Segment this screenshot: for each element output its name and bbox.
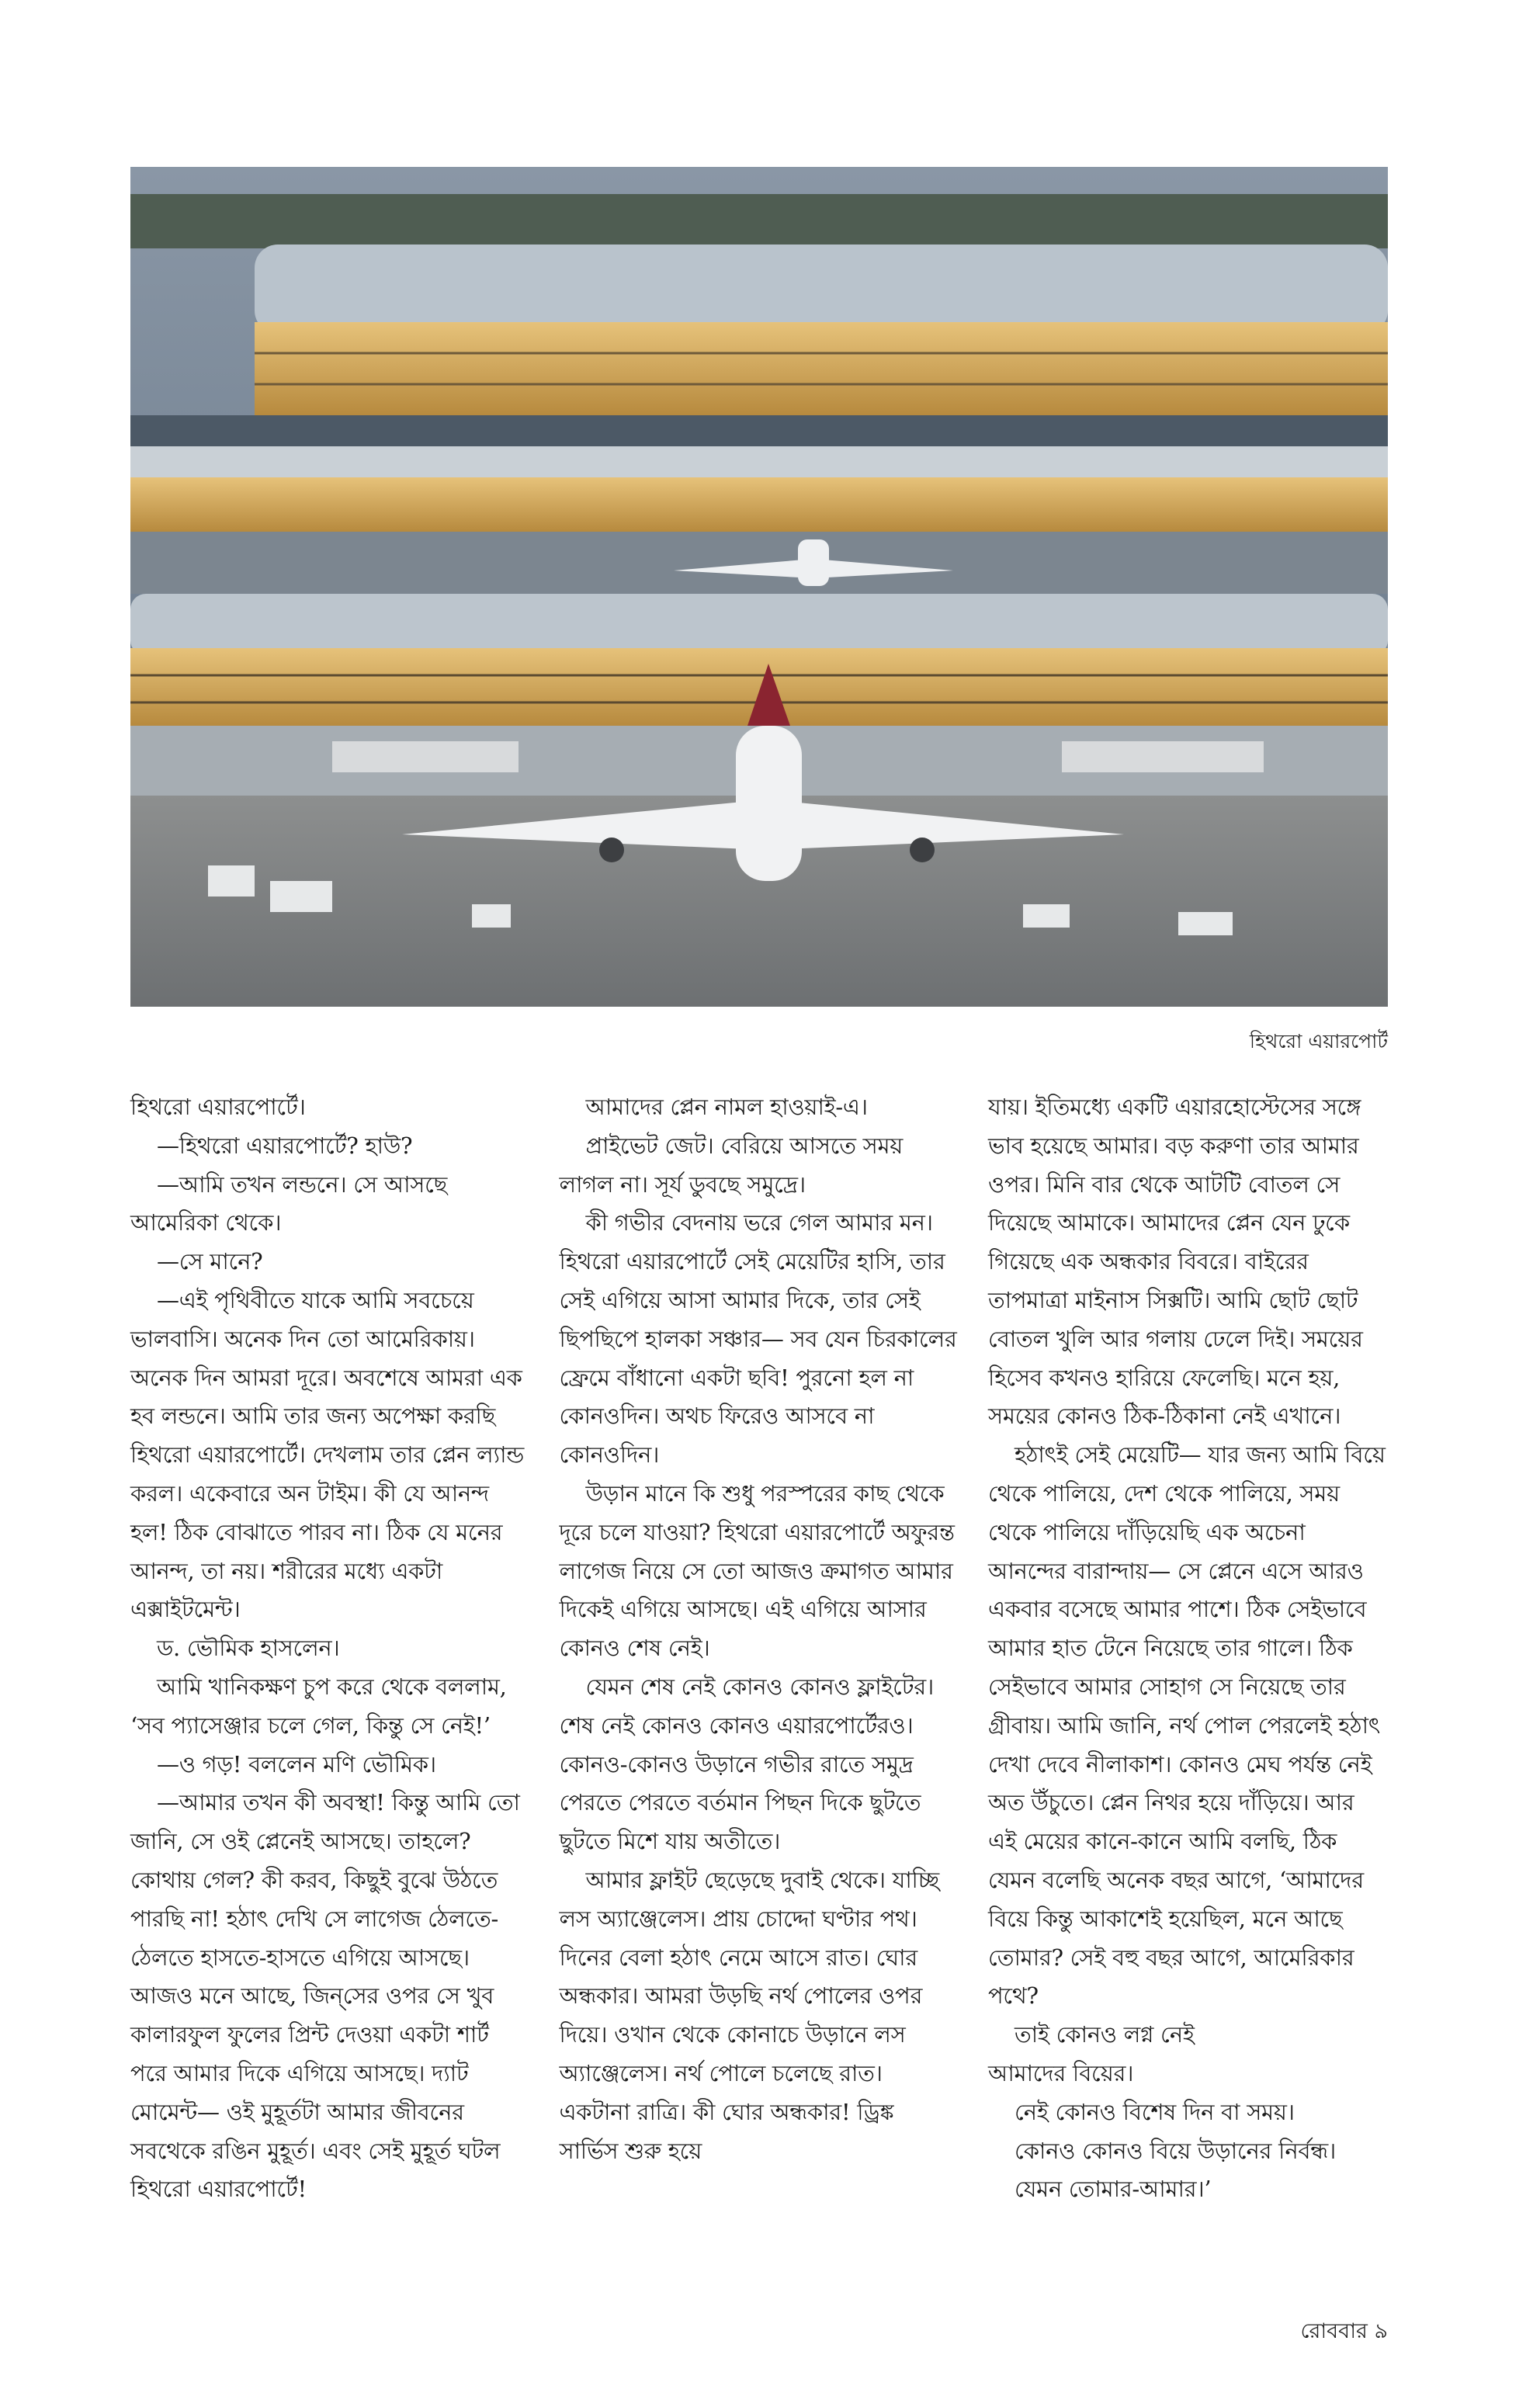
paragraph: —ও গড়! বললেন মণি ভৌমিক। [157, 1750, 436, 1777]
paragraph: আমাদের প্লেন নামল হাওয়াই-এ। [585, 1094, 868, 1120]
paragraph: কী গভীর বেদনায় ভরে গেল আমার মন। হিথরো এয়ারপোর্টে সেই মেয়েটির হাসি, তার সেই এগিয়ে আসা আমার দিকে, তার সেই ছিপছিপে হালকা সঞ্চার— সব যেন চিরকালের ফ্রেমে বাঁধানো একটা ছবি! পুরনো হল না কোনওদিন। অথচ ফিরেও আসবে না কোনওদিন। [559, 1209, 957, 1469]
paragraph: —আমার তখন কী অবস্থা! কিন্তু আমি তো জানি, সে ওই প্লেনেই আসছে। তাহলে? কোথায় গেল? কী করব, কিছুই বুঝে উঠতে পারছি না! হঠাৎ দেখি সে লাগেজ ঠেলতে-ঠেলতে হাসতে-হাসতে এগিয়ে আসছে। আজও মনে আছে, জিন্‌সের ওপর সে খুব কালারফুল ফুলের প্রিন্ট দেওয়া একটা শার্ট পরে আমার দিকে এগিয়ে আসছে। দ্যাট মোমেন্ট— ওই মুহূর্তটা আমার জীবনের সবথেকে রঙিন মুহূর্ত। এবং সেই মুহূর্ত ঘটল হিথরো এয়ারপোর্টে! [130, 1789, 520, 2203]
paragraph: ড. ভৌমিক হাসলেন। [157, 1635, 340, 1662]
paragraph: আমাদের বিয়ের। [988, 2059, 1134, 2086]
paragraph: হঠাৎই সেই মেয়েটি— যার জন্য আমি বিয়ে থেকে পালিয়ে, দেশ থেকে পালিয়ে, সময় থেকে পালিয়ে দাঁড়িয়েছি এক অচেনা আনন্দের বারান্দায়— সে প্লেনে এসে আরও একবার বসেছে আমার পাশে। ঠিক সেইভাবে আমার হাত টেনে নিয়েছে তার গালে। ঠিক সেইভাবে আমার সোহাগ সে নিয়েছে তার গ্রীবায়। আমি জানি, নর্থ পোল পেরলেই হঠাৎ দেখা দেবে নীলাকাশ। কোনও মেঘ পর্যন্ত নেই অত উঁচুতে। প্লেন নিথর হয়ে দাঁড়িয়ে। আর এই মেয়ের কানে-কানে আমি বলছি, ঠিক যেমন বলেছি অনেক বছর আগে, ‘আমাদের বিয়ে কিন্তু আকাশেই হয়েছিল, মনে আছে তোমার? সেই বহু বছর আগে, আমেরিকার পথে? [988, 1441, 1386, 2010]
article-column-1 [130, 1088, 530, 2209]
paragraph: প্রাইভেট জেট। বেরিয়ে আসতে সময় লাগল না। সূর্য ডুবছে সমুদ্রে। [559, 1132, 904, 1198]
paragraph: কোনও কোনও বিয়ে উড়ানের নির্বন্ধ। [1015, 2137, 1336, 2164]
paragraph: —হিথরো এয়ারপোর্টে? হাউ? [157, 1132, 413, 1159]
article-column-3 [988, 1088, 1388, 2209]
paragraph: আমি খানিকক্ষণ চুপ করে থেকে বললাম, ‘সব প্যাসেঞ্জার চলে গেল, কিন্তু সে নেই!’ [130, 1673, 507, 1739]
article-body [130, 1088, 1388, 2209]
paragraph: যেমন তোমার-আমার।’ [1015, 2176, 1212, 2203]
paragraph: উড়ান মানে কি শুধু পরস্পরের কাছ থেকে দূরে চলে যাওয়া? হিথরো এয়ারপোর্টে অফুরন্ত লাগেজ নিয়ে সে তো আজও ক্রমাগত আমার দিকেই এগিয়ে আসছে। এই এগিয়ে আসার কোনও শেষ নেই। [559, 1479, 955, 1662]
page-footer: রোববার ৯ [1300, 2319, 1388, 2343]
paragraph: নেই কোনও বিশেষ দিন বা সময়। [1015, 2098, 1295, 2125]
paragraph: যেমন শেষ নেই কোনও কোনও ফ্লাইটের। শেষ নেই কোনও কোনও এয়ারপোর্টেরও। কোনও-কোনও উড়ানে গভীর রাতে সমুদ্র পেরতে পেরতে বর্তমান পিছন দিকে ছুটতে ছুটতে মিশে যায় অতীতে। [559, 1673, 934, 1855]
photo-caption: হিথরো এয়ারপোর্ট [1249, 1030, 1388, 1053]
paragraph: —এই পৃথিবীতে যাকে আমি সবচেয়ে ভালবাসি। অনেক দিন তো আমেরিকায়। অনেক দিন আমরা দূরে। অবশেষে আমরা এক হব লন্ডনে। আমি তার জন্য অপেক্ষা করছি হিথরো এয়ারপোর্টে। দেখলাম তার প্লেন ল্যান্ড করল। একেবারে অন টাইম। কী যে আনন্দ হল! ঠিক বোঝাতে পারব না। ঠিক যে মনের আনন্দ, তা নয়। শরীরের মধ্যে একটা এক্সাইটমেন্ট। [130, 1286, 525, 1623]
paragraph: —আমি তখন লন্ডনে। সে আসছে আমেরিকা থেকে। [130, 1170, 448, 1236]
airport-photo [130, 167, 1388, 1007]
paragraph: হিথরো এয়ারপোর্টে। [130, 1094, 306, 1120]
paragraph: —সে মানে? [157, 1248, 263, 1275]
paragraph: তাই কোনও লগ্ন নেই [1015, 2021, 1195, 2048]
airport-photo-illustration [130, 167, 1388, 1007]
paragraph: আমার ফ্লাইট ছেড়েছে দুবাই থেকে। যাচ্ছি লস অ্যাঞ্জেলেস। প্রায় চোদ্দো ঘণ্টার পথ। দিনের বেলা হঠাৎ নেমে আসে রাত। ঘোর অন্ধকার। আমরা উড়ছি নর্থ পোলের ওপর দিয়ে। ওখান থেকে কোনাচে উড়ানে লস অ্যাঞ্জেলেস। নর্থ পোলে চলেছে রাত। একটানা রাত্রি। কী ঘোর অন্ধকার! ড্রিঙ্ক সার্ভিস শুরু হয়ে [559, 1866, 939, 2164]
article-column-2 [560, 1088, 959, 2209]
paragraph: যায়। ইতিমধ্যে একটি এয়ারহোস্টেসের সঙ্গে ভাব হয়েছে আমার। বড় করুণা তার আমার ওপর। মিনি বার থেকে আটটি বোতল সে দিয়েছে আমাকে। আমাদের প্লেন যেন ঢুকে গিয়েছে এক অন্ধকার বিবরে। বাইরের তাপমাত্রা মাইনাস সিক্সটি। আমি ছোট ছোট বোতল খুলি আর গলায় ঢেলে দিই। সময়ের হিসেব কখনও হারিয়ে ফেলেছি। মনে হয়, সময়ের কোনও ঠিক-ঠিকানা নেই এখানে। [988, 1094, 1363, 1430]
